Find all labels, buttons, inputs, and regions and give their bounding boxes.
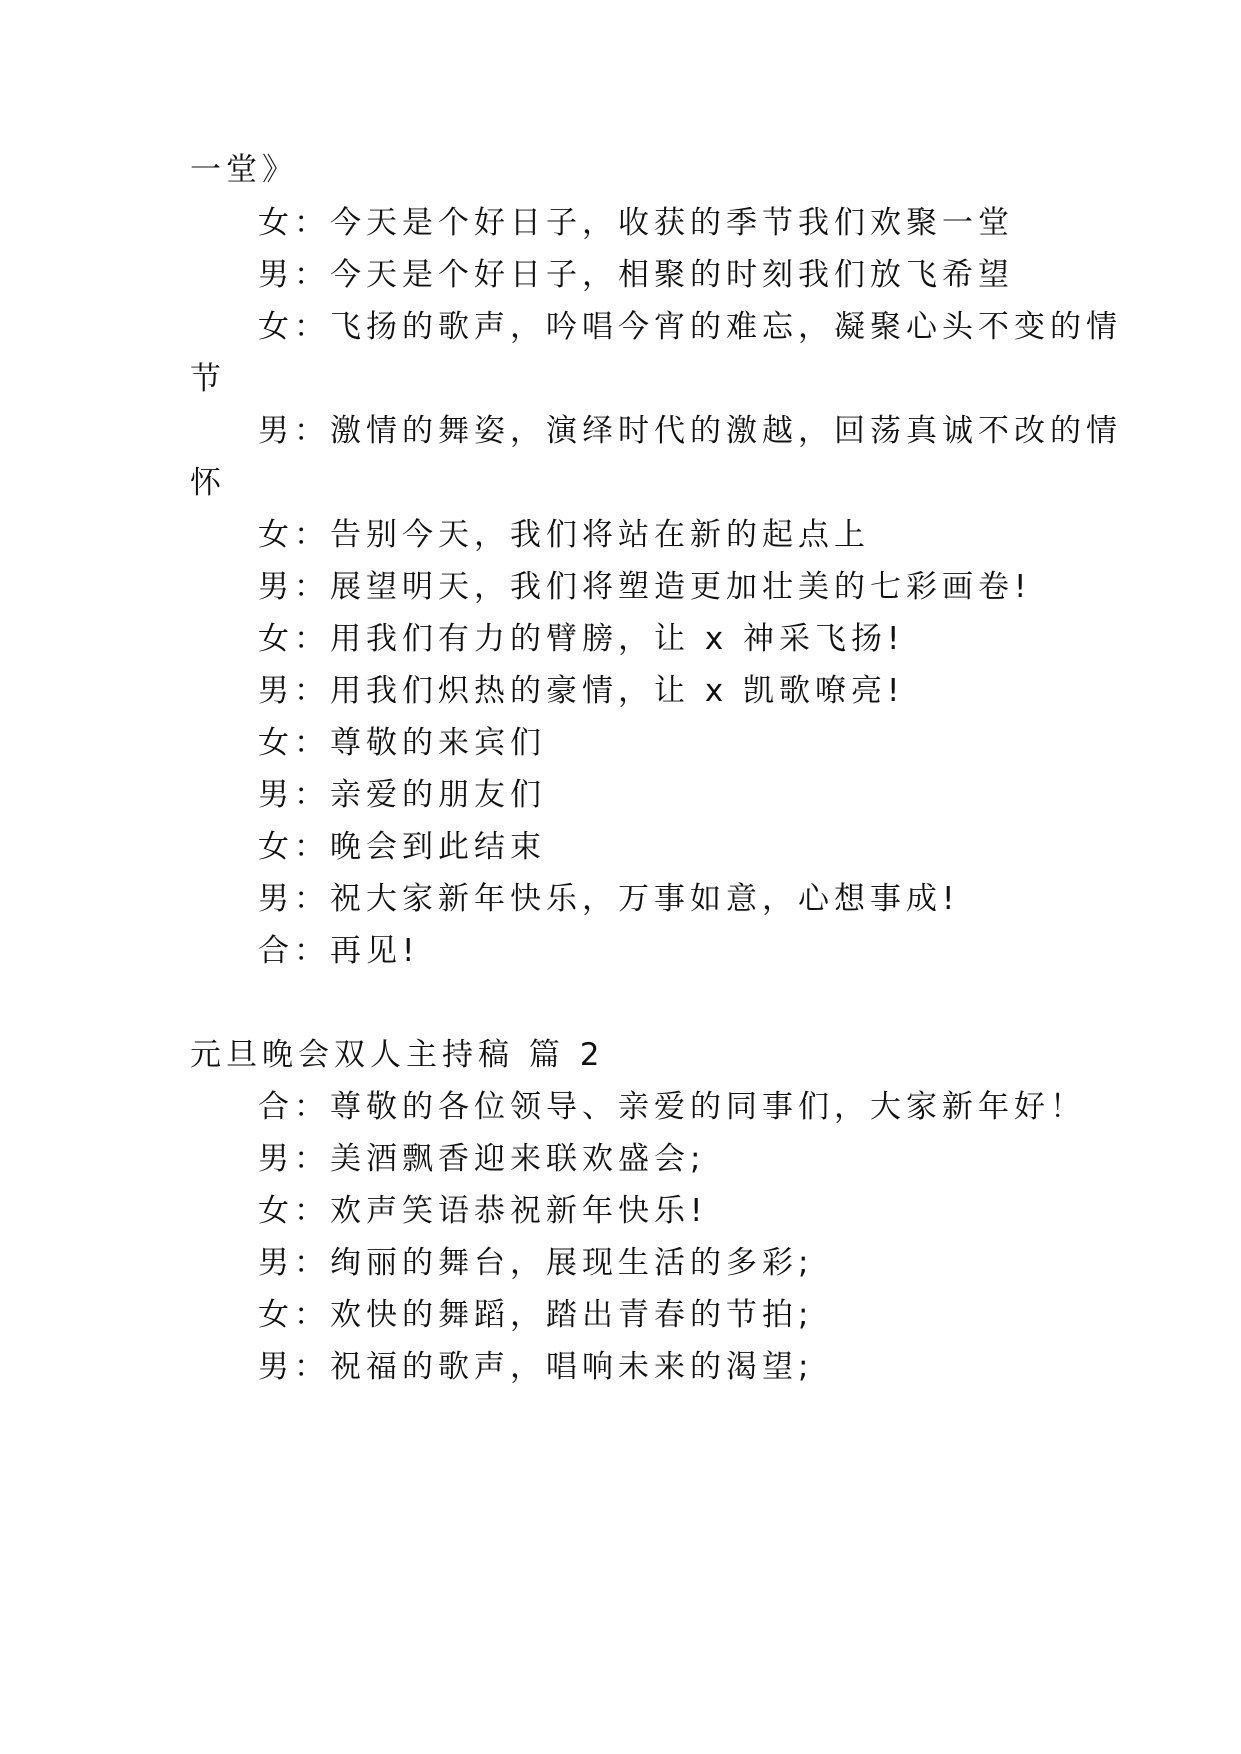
text-line: 一堂》	[190, 152, 298, 188]
dialogue-line: 男：激情的舞姿，演绎时代的激越，回荡真诚不改的情	[258, 413, 1122, 449]
dialogue-line: 女：欢声笑语恭祝新年快乐!	[258, 1193, 708, 1229]
dialogue-line: 男：祝大家新年快乐，万事如意，心想事成!	[258, 881, 960, 917]
dialogue-line: 男：祝福的歌声，唱响未来的渴望;	[258, 1349, 814, 1385]
section-heading: 元旦晚会双人主持稿 篇 2	[190, 1037, 605, 1073]
dialogue-line: 女：晚会到此结束	[258, 829, 546, 865]
dialogue-line: 女：用我们有力的臂膀，让 x 神采飞扬!	[258, 621, 905, 657]
dialogue-line: 女：欢快的舞蹈，踏出青春的节拍;	[258, 1297, 814, 1333]
dialogue-line: 男：绚丽的舞台，展现生活的多彩;	[258, 1245, 814, 1281]
dialogue-line: 合：尊敬的各位领导、亲爱的同事们，大家新年好！	[258, 1089, 1086, 1125]
text-line: 怀	[190, 465, 226, 501]
dialogue-line: 女：尊敬的来宾们	[258, 725, 546, 761]
dialogue-line: 女：告别今天，我们将站在新的起点上	[258, 517, 870, 553]
dialogue-line: 男：今天是个好日子，相聚的时刻我们放飞希望	[258, 257, 1014, 293]
dialogue-line: 男：展望明天，我们将塑造更加壮美的七彩画卷!	[258, 569, 1032, 605]
dialogue-line: 合：再见!	[258, 933, 420, 969]
dialogue-line: 女：飞扬的歌声，吟唱今宵的难忘，凝聚心头不变的情	[258, 309, 1122, 345]
text-line: 节	[190, 361, 226, 397]
dialogue-line: 女：今天是个好日子，收获的季节我们欢聚一堂	[258, 205, 1014, 241]
dialogue-line: 男：美酒飘香迎来联欢盛会;	[258, 1141, 706, 1177]
dialogue-line: 男：亲爱的朋友们	[258, 777, 546, 813]
dialogue-line: 男：用我们炽热的豪情，让 x 凯歌嘹亮!	[258, 673, 905, 709]
